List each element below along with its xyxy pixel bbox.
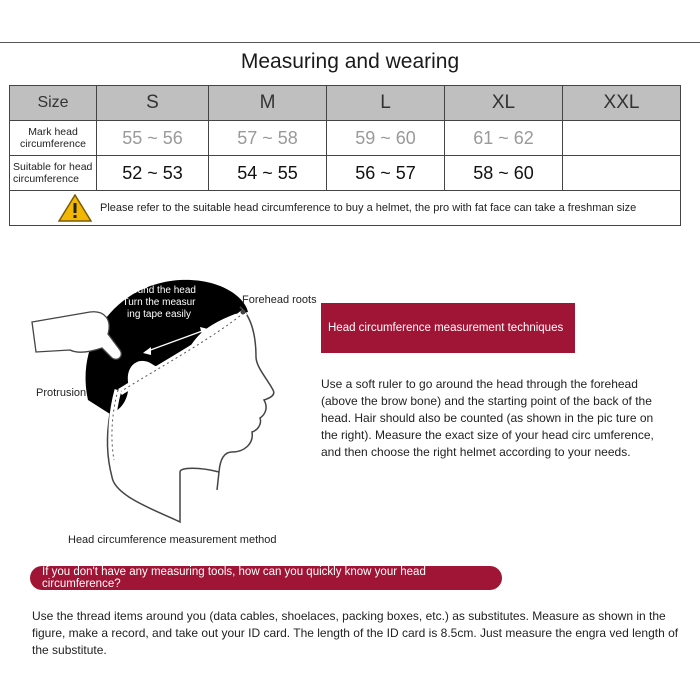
no-tools-banner: If you don't have any measuring tools, how can you quickly know your head circumference?	[30, 566, 502, 590]
mark-value-xl: 61 ~ 62	[445, 121, 563, 156]
size-m: M	[209, 86, 327, 121]
size-table	[9, 85, 681, 226]
size-xxl: XXL	[563, 86, 681, 121]
notice-text: Please refer to the suitable head circumference to buy a helmet, the pro with fat face can take a freshman size	[100, 202, 637, 214]
illustration-caption: Head circumference measurement method	[68, 534, 277, 546]
mark-value-l: 59 ~ 60	[327, 121, 445, 156]
suitable-value-s: 52 ~ 53	[97, 156, 209, 191]
notice-row	[10, 191, 681, 226]
suitable-value-l: 56 ~ 57	[327, 156, 445, 191]
suitable-label: Suitable for head circumference	[10, 156, 97, 191]
mark-row	[10, 121, 681, 156]
size-l: L	[327, 86, 445, 121]
size-s: S	[97, 86, 209, 121]
top-divider	[0, 42, 700, 43]
suitable-value-m: 54 ~ 55	[209, 156, 327, 191]
mark-value-m: 57 ~ 58	[209, 121, 327, 156]
mark-value-s: 55 ~ 56	[97, 121, 209, 156]
page-title: Measuring and wearing	[240, 50, 460, 73]
around-line3: ing tape easily	[127, 309, 191, 320]
around-line1: Around the head	[122, 285, 196, 296]
size-xl: XL	[445, 86, 563, 121]
label-protrusion: Protrusion	[36, 387, 87, 399]
suitable-value-xl: 58 ~ 60	[445, 156, 563, 191]
label-forehead-roots: Forehead roots	[242, 294, 317, 306]
mark-value-xxl	[563, 121, 681, 156]
notice-cell	[10, 191, 681, 226]
warning-icon	[58, 194, 92, 222]
suitable-row	[10, 156, 681, 191]
head-measurement-illustration	[30, 272, 330, 534]
technique-text: Use a soft ruler to go around the head through the forehead (above the brow bone) and the starting point of the back of the head. Hair should also be counted (as shown in the pic ture on the right). Measure the exact size of your head circ umference, and then choose the right helmet according to your needs.	[321, 377, 654, 459]
technique-banner: Head circumference measurement techniques	[321, 303, 575, 353]
no-tools-text: Use the thread items around you (data cables, shoelaces, packing boxes, etc.) as substitutes. Measure as shown in the figure, make a record, and take out your ID card. The length of the ID card is 8.5cm. Just measure the engra ved length of the substitute.	[32, 609, 679, 657]
mark-label: Mark head circumference	[10, 121, 97, 156]
size-header-label: Size	[10, 86, 97, 121]
label-around-head	[110, 285, 208, 321]
around-line2: Turn the measur	[122, 297, 196, 308]
size-header-row	[10, 86, 681, 121]
suitable-value-xxl	[563, 156, 681, 191]
